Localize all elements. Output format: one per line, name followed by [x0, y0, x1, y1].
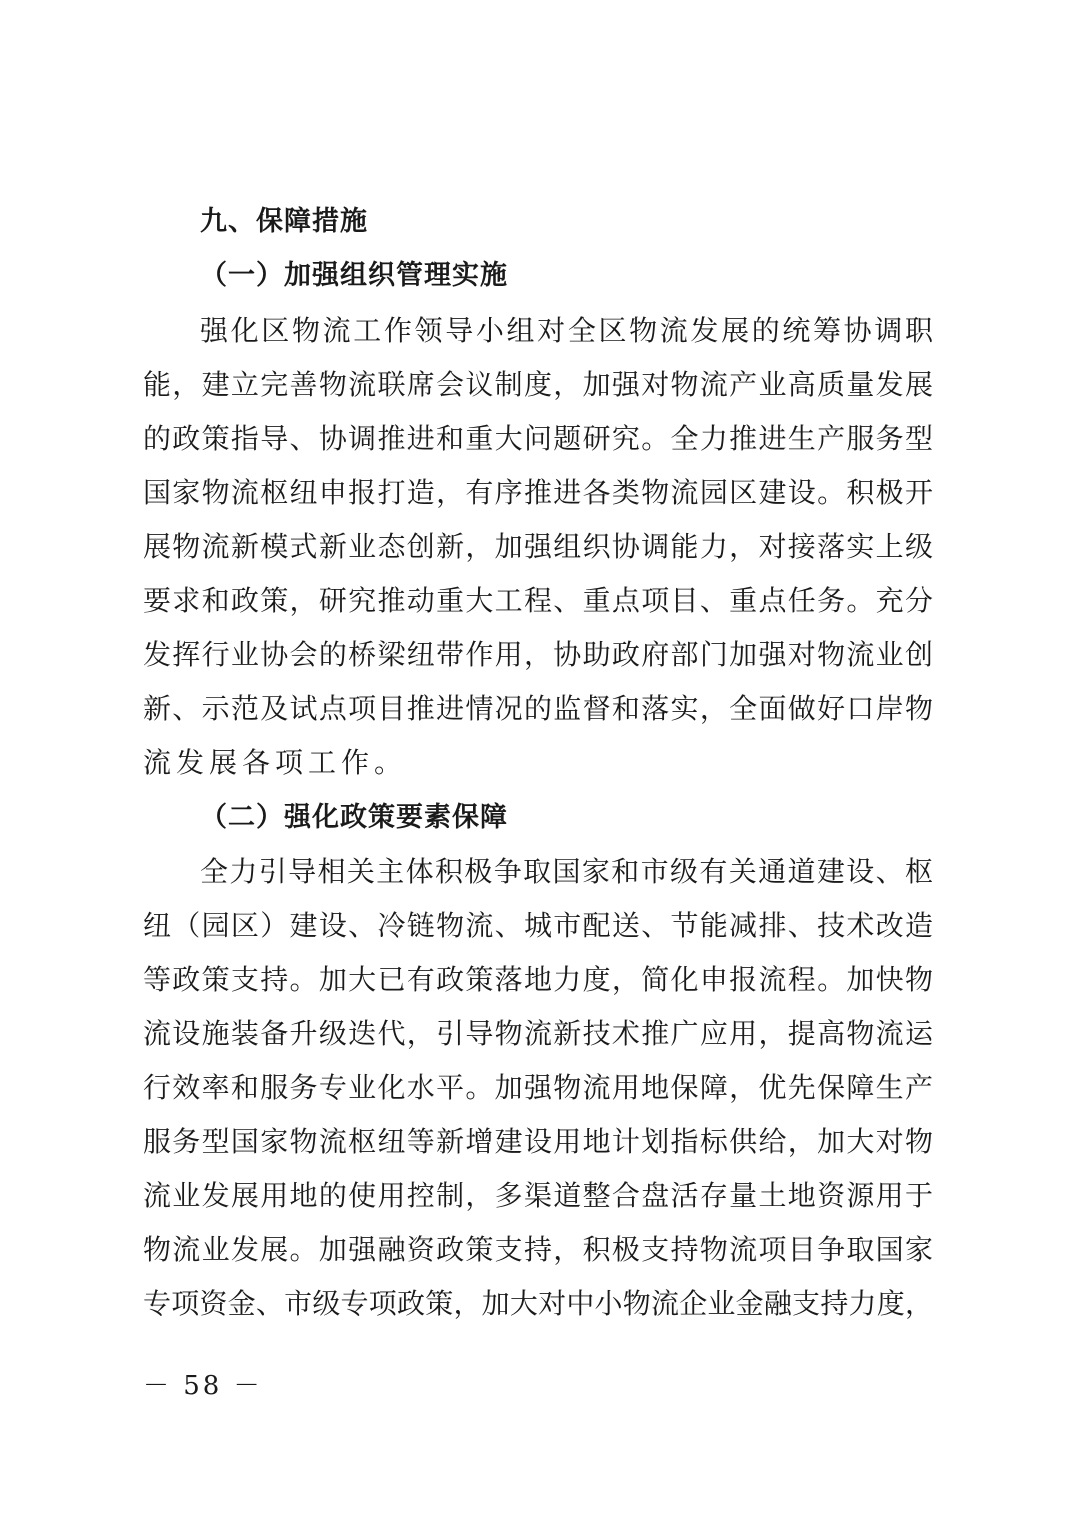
paragraph-line: 服务型国家物流枢纽等新增建设用地计划指标供给，加大对物	[143, 1125, 933, 1158]
paragraph-line: 流设施装备升级迭代，引导物流新技术推广应用，提高物流运	[143, 1017, 933, 1050]
page-number: － 58 －	[143, 1371, 263, 1401]
paragraph-line: 要求和政策，研究推动重大工程、重点项目、重点任务。充分	[143, 584, 933, 617]
subsection-2-title: （二）强化政策要素保障	[200, 802, 508, 833]
subsection-2-paragraph	[143, 845, 943, 1331]
paragraph-line: 纽（园区）建设、冷链物流、城市配送、节能减排、技术改造	[143, 909, 933, 942]
paragraph-line: 国家物流枢纽申报打造，有序推进各类物流园区建设。积极开	[143, 476, 933, 509]
paragraph-line: 流业发展用地的使用控制，多渠道整合盘活存量土地资源用于	[143, 1179, 933, 1212]
subsection-1-title: （一）加强组织管理实施	[200, 260, 508, 291]
section-heading: 九、保障措施	[200, 206, 368, 237]
paragraph-line: 发挥行业协会的桥梁纽带作用，协助政府部门加强对物流业创	[143, 638, 933, 671]
paragraph-line: 强化区物流工作领导小组对全区物流发展的统筹协调职	[200, 314, 933, 347]
paragraph-line: 流发展各项工作。	[143, 746, 408, 779]
paragraph-line: 新、示范及试点项目推进情况的监督和落实，全面做好口岸物	[143, 692, 933, 725]
paragraph-line: 行效率和服务专业化水平。加强物流用地保障，优先保障生产	[143, 1071, 933, 1104]
paragraph-line: 展物流新模式新业态创新，加强组织协调能力，对接落实上级	[143, 530, 933, 563]
paragraph-line: 物流业发展。加强融资政策支持，积极支持物流项目争取国家	[143, 1233, 933, 1266]
paragraph-line: 等政策支持。加大已有政策落地力度，简化申报流程。加快物	[143, 963, 933, 996]
subsection-1-paragraph	[143, 304, 943, 790]
paragraph-line: 全力引导相关主体积极争取国家和市级有关通道建设、枢	[200, 855, 933, 888]
paragraph-line: 能，建立完善物流联席会议制度，加强对物流产业高质量发展	[143, 368, 933, 401]
paragraph-line: 的政策指导、协调推进和重大问题研究。全力推进生产服务型	[143, 422, 933, 455]
paragraph-line: 专项资金、市级专项政策，加大对中小物流企业金融支持力度，	[143, 1287, 933, 1320]
